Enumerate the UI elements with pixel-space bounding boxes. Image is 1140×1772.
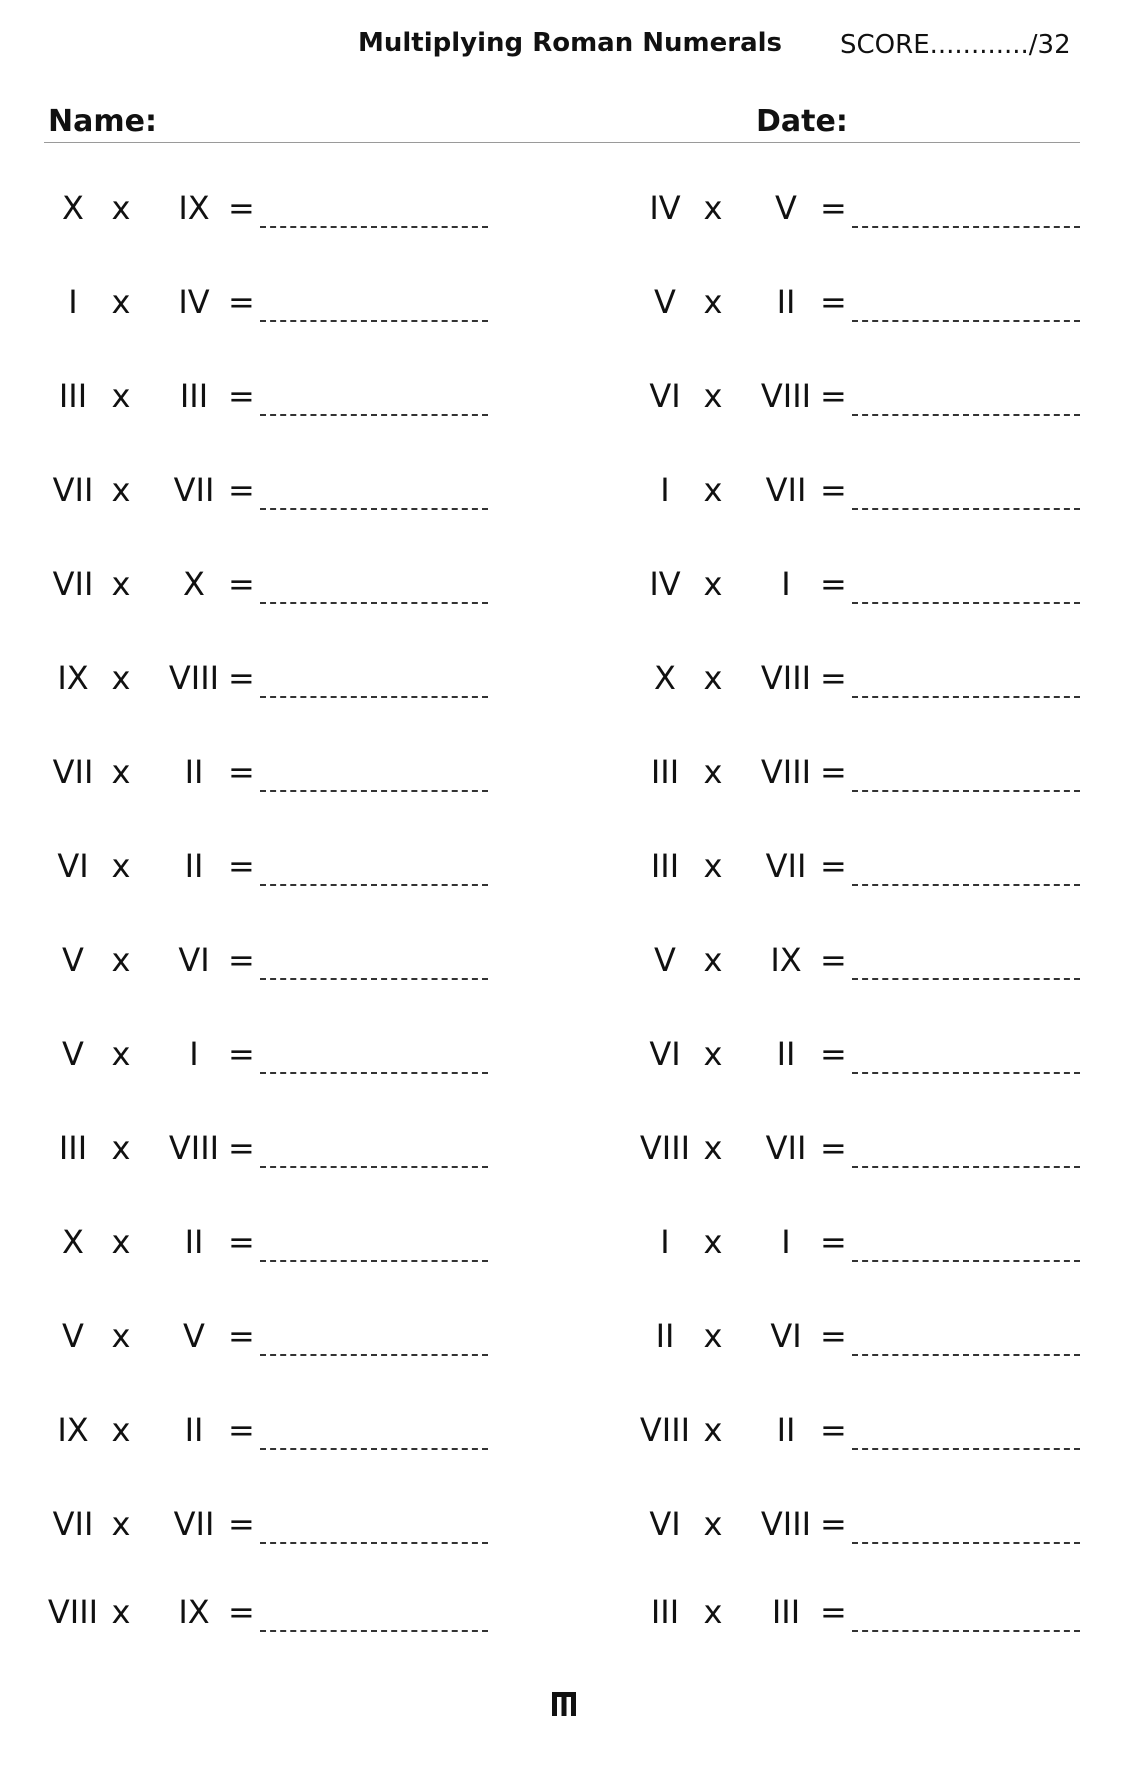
worksheet-title: Multiplying Roman Numerals: [358, 28, 783, 58]
equals-symbol: =: [228, 283, 255, 321]
equals-symbol: =: [820, 471, 847, 509]
left-column: [44, 178, 544, 1676]
times-symbol: x: [703, 753, 723, 791]
second-factor: I: [189, 1035, 199, 1073]
second-factor: II: [776, 283, 796, 321]
second-factor: VII: [173, 471, 215, 509]
problem-row: [636, 1306, 1136, 1400]
first-factor: I: [660, 471, 670, 509]
right-column: [636, 178, 1136, 1676]
second-factor: VIII: [760, 377, 812, 415]
answer-blank[interactable]: [852, 1630, 1080, 1632]
times-symbol: x: [703, 1505, 723, 1543]
answer-blank[interactable]: [260, 1072, 488, 1074]
first-factor: III: [58, 1129, 88, 1167]
answer-blank[interactable]: [260, 1630, 488, 1632]
first-factor: I: [660, 1223, 670, 1261]
problem-row: [636, 648, 1136, 742]
times-symbol: x: [111, 753, 131, 791]
second-factor: VII: [765, 471, 807, 509]
answer-blank[interactable]: [260, 978, 488, 980]
answer-blank[interactable]: [852, 1260, 1080, 1262]
answer-blank[interactable]: [260, 884, 488, 886]
problem-row: [44, 1306, 544, 1400]
times-symbol: x: [703, 1593, 723, 1631]
second-factor: VIII: [760, 1505, 812, 1543]
first-factor: III: [650, 753, 680, 791]
first-factor: VIII: [639, 1129, 691, 1167]
times-symbol: x: [111, 1505, 131, 1543]
problem-row: [44, 1400, 544, 1494]
equals-symbol: =: [228, 377, 255, 415]
first-factor: V: [62, 1317, 84, 1355]
times-symbol: x: [703, 189, 723, 227]
answer-blank[interactable]: [852, 696, 1080, 698]
problem-row: [44, 1494, 544, 1588]
equals-symbol: =: [228, 471, 255, 509]
equals-symbol: =: [820, 847, 847, 885]
second-factor: III: [179, 377, 209, 415]
first-factor: II: [655, 1317, 675, 1355]
first-factor: III: [58, 377, 88, 415]
first-factor: VII: [52, 1505, 94, 1543]
answer-blank[interactable]: [852, 884, 1080, 886]
times-symbol: x: [703, 1411, 723, 1449]
answer-blank[interactable]: [260, 1260, 488, 1262]
times-symbol: x: [703, 471, 723, 509]
first-factor: IV: [649, 565, 681, 603]
second-factor: IV: [178, 283, 210, 321]
problem-row: [44, 554, 544, 648]
first-factor: IX: [57, 659, 89, 697]
times-symbol: x: [111, 1035, 131, 1073]
first-factor: V: [62, 1035, 84, 1073]
times-symbol: x: [703, 1223, 723, 1261]
date-label: Date:: [756, 104, 848, 139]
problem-row: [636, 272, 1136, 366]
second-factor: II: [184, 847, 204, 885]
answer-blank[interactable]: [260, 790, 488, 792]
equals-symbol: =: [820, 1505, 847, 1543]
equals-symbol: =: [820, 565, 847, 603]
equals-symbol: =: [820, 1129, 847, 1167]
problem-row: [636, 836, 1136, 930]
answer-blank[interactable]: [260, 1354, 488, 1356]
times-symbol: x: [703, 377, 723, 415]
equals-symbol: =: [228, 941, 255, 979]
problem-row: [44, 272, 544, 366]
problem-row: [636, 1400, 1136, 1494]
problem-row: [44, 460, 544, 554]
problem-row: [636, 178, 1136, 272]
answer-blank[interactable]: [260, 226, 488, 228]
second-factor: V: [775, 189, 797, 227]
problem-row: [44, 742, 544, 836]
score-label: SCORE............/32: [840, 30, 1071, 60]
equals-symbol: =: [228, 1411, 255, 1449]
times-symbol: x: [111, 189, 131, 227]
equals-symbol: =: [820, 189, 847, 227]
equals-symbol: =: [228, 659, 255, 697]
equals-symbol: =: [228, 189, 255, 227]
answer-blank[interactable]: [852, 790, 1080, 792]
answer-blank[interactable]: [260, 320, 488, 322]
times-symbol: x: [111, 1223, 131, 1261]
second-factor: VII: [173, 1505, 215, 1543]
second-factor: II: [184, 1223, 204, 1261]
equals-symbol: =: [820, 659, 847, 697]
problem-row: [636, 1494, 1136, 1588]
times-symbol: x: [703, 565, 723, 603]
problem-row: [44, 836, 544, 930]
equals-symbol: =: [228, 1129, 255, 1167]
times-symbol: x: [111, 941, 131, 979]
first-factor: IV: [649, 189, 681, 227]
equals-symbol: =: [820, 1593, 847, 1631]
first-factor: VI: [649, 1035, 681, 1073]
second-factor: VIII: [760, 753, 812, 791]
first-factor: I: [68, 283, 78, 321]
first-factor: VII: [52, 471, 94, 509]
first-factor: VIII: [47, 1593, 99, 1631]
first-factor: VI: [649, 1505, 681, 1543]
times-symbol: x: [111, 471, 131, 509]
second-factor: VII: [765, 1129, 807, 1167]
answer-blank[interactable]: [852, 602, 1080, 604]
first-factor: V: [654, 941, 676, 979]
answer-blank[interactable]: [260, 602, 488, 604]
equals-symbol: =: [820, 1223, 847, 1261]
second-factor: X: [183, 565, 205, 603]
problem-row: [636, 1024, 1136, 1118]
times-symbol: x: [703, 283, 723, 321]
equals-symbol: =: [228, 1035, 255, 1073]
second-factor: IX: [178, 1593, 210, 1631]
problem-row: [44, 1588, 544, 1676]
equals-symbol: =: [228, 753, 255, 791]
times-symbol: x: [111, 1317, 131, 1355]
times-symbol: x: [111, 1593, 131, 1631]
answer-blank[interactable]: [852, 414, 1080, 416]
first-factor: VI: [57, 847, 89, 885]
equals-symbol: =: [820, 753, 847, 791]
answer-blank[interactable]: [260, 696, 488, 698]
times-symbol: x: [703, 847, 723, 885]
first-factor: VII: [52, 565, 94, 603]
times-symbol: x: [703, 1317, 723, 1355]
problem-row: [636, 1588, 1136, 1676]
answer-blank[interactable]: [852, 320, 1080, 322]
times-symbol: x: [111, 565, 131, 603]
second-factor: VI: [178, 941, 210, 979]
problem-row: [44, 178, 544, 272]
publisher-logo-icon: [550, 1688, 578, 1718]
answer-blank[interactable]: [852, 1072, 1080, 1074]
second-factor: IX: [770, 941, 802, 979]
equals-symbol: =: [228, 847, 255, 885]
name-label: Name:: [48, 104, 157, 139]
answer-blank[interactable]: [260, 508, 488, 510]
first-factor: VI: [649, 377, 681, 415]
second-factor: IX: [178, 189, 210, 227]
answer-blank[interactable]: [852, 1542, 1080, 1544]
first-factor: III: [650, 847, 680, 885]
second-factor: VIII: [168, 659, 220, 697]
second-factor: III: [771, 1593, 801, 1631]
answer-blank[interactable]: [852, 226, 1080, 228]
problem-row: [636, 1212, 1136, 1306]
equals-symbol: =: [228, 1223, 255, 1261]
equals-symbol: =: [820, 941, 847, 979]
problem-row: [636, 742, 1136, 836]
equals-symbol: =: [228, 1593, 255, 1631]
equals-symbol: =: [228, 1317, 255, 1355]
answer-blank[interactable]: [852, 1448, 1080, 1450]
equals-symbol: =: [820, 1317, 847, 1355]
first-factor: V: [654, 283, 676, 321]
second-factor: VIII: [168, 1129, 220, 1167]
second-factor: II: [184, 1411, 204, 1449]
problem-row: [44, 1118, 544, 1212]
times-symbol: x: [703, 1035, 723, 1073]
answer-blank[interactable]: [260, 1448, 488, 1450]
second-factor: II: [776, 1035, 796, 1073]
times-symbol: x: [703, 941, 723, 979]
times-symbol: x: [703, 659, 723, 697]
times-symbol: x: [111, 659, 131, 697]
equals-symbol: =: [820, 1035, 847, 1073]
second-factor: VIII: [760, 659, 812, 697]
problem-row: [44, 930, 544, 1024]
first-factor: X: [62, 1223, 84, 1261]
first-factor: X: [654, 659, 676, 697]
equals-symbol: =: [820, 1411, 847, 1449]
equals-symbol: =: [228, 1505, 255, 1543]
answer-blank[interactable]: [852, 508, 1080, 510]
answer-blank[interactable]: [260, 414, 488, 416]
second-factor: V: [183, 1317, 205, 1355]
equals-symbol: =: [820, 283, 847, 321]
answer-blank[interactable]: [852, 978, 1080, 980]
problem-row: [636, 930, 1136, 1024]
first-factor: VII: [52, 753, 94, 791]
answer-blank[interactable]: [852, 1166, 1080, 1168]
second-factor: II: [776, 1411, 796, 1449]
problem-row: [44, 1212, 544, 1306]
problem-row: [44, 1024, 544, 1118]
answer-blank[interactable]: [852, 1354, 1080, 1356]
first-factor: VIII: [639, 1411, 691, 1449]
times-symbol: x: [703, 1129, 723, 1167]
second-factor: I: [781, 1223, 791, 1261]
answer-blank[interactable]: [260, 1542, 488, 1544]
problem-row: [44, 648, 544, 742]
problem-row: [636, 460, 1136, 554]
times-symbol: x: [111, 847, 131, 885]
problem-row: [636, 366, 1136, 460]
first-factor: V: [62, 941, 84, 979]
first-factor: X: [62, 189, 84, 227]
first-factor: IX: [57, 1411, 89, 1449]
equals-symbol: =: [228, 565, 255, 603]
second-factor: II: [184, 753, 204, 791]
problem-row: [44, 366, 544, 460]
second-factor: VI: [770, 1317, 802, 1355]
times-symbol: x: [111, 1411, 131, 1449]
problem-row: [636, 554, 1136, 648]
second-factor: I: [781, 565, 791, 603]
problem-row: [636, 1118, 1136, 1212]
times-symbol: x: [111, 377, 131, 415]
answer-blank[interactable]: [260, 1166, 488, 1168]
second-factor: VII: [765, 847, 807, 885]
times-symbol: x: [111, 283, 131, 321]
times-symbol: x: [111, 1129, 131, 1167]
first-factor: III: [650, 1593, 680, 1631]
equals-symbol: =: [820, 377, 847, 415]
